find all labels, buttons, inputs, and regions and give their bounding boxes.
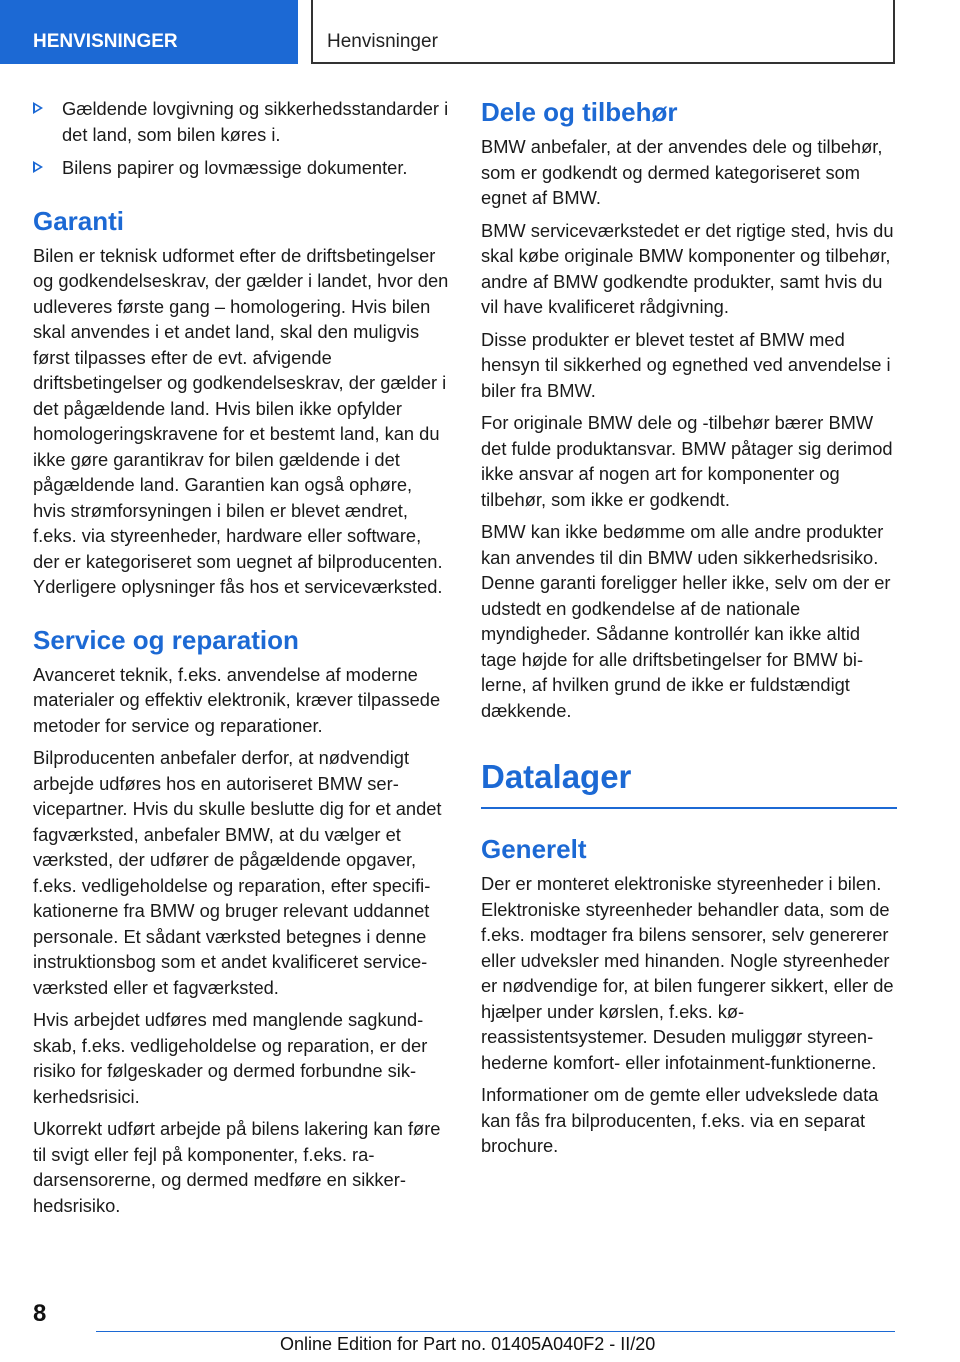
page-number: 8 xyxy=(33,1300,47,1327)
paragraph: Disse produkter er blevet testet af BMW med hensyn til sikkerhed og egnethed ved anvendelse i biler fra BMW. xyxy=(481,328,891,401)
paragraph: Avanceret teknik, f.eks. anvendelse af moderne materialer og effektiv elektronik, kræver tilpassede metoder for service og reparationer. xyxy=(33,663,441,736)
heading-service: Service og reparation xyxy=(33,624,299,655)
paragraph: Informationer om de gemte eller udvekslede data kan fås fra bilproducenten, f.eks. via en separat brochure. xyxy=(481,1084,879,1156)
paragraph: Bilproducenten anbefaler derfor, at nødvendigt arbejde udføres hos en autoriseret BMW servicepartner. Hvis du skulle beslutte dig for et andet fagværksted, anbefaler BMW, at du vælger et værksted, der udfører de pågældende opgaver, f.eks. vedligeholdelse og reparation, efter specifikationerne fra BMW og bruger relevant uddannet personale. Et sådant værksted betegnes i denne instruktionsbog som et andet kvalificeret serviceværksted eller et fagværksted. xyxy=(33,747,442,998)
left-column xyxy=(33,96,449,1225)
footer-edition: Online Edition for Part no. 01405A040F2 - II/20 xyxy=(280,1334,656,1354)
paragraph: BMW anbefaler, at der anvendes dele og tilbehør, som er godkendt og dermed kategoriseret som egnet af BMW. xyxy=(481,136,883,208)
triangle-bullet-icon xyxy=(33,161,43,173)
paragraph: For originale BMW dele og -tilbehør bærer BMW det fulde produktansvar. BMW påtager sig derimod ikke ansvar af nogen art for komponenter og tilbehør, som ikke er godkendt. xyxy=(481,412,893,510)
paragraph: Bilen er teknisk udformet efter de driftsbetingelser og godkendelseskrav, der gælder i landet, hvor den udleveres første gang – homologering. Hvis bilen skal anvendes i et andet land, skal den muligvis først tilpasses efter de evt. afvigende driftsbetingelser og godkendelseskrav, der gælder i det pågældende land. Hvis bilen ikke opfylder homologeringskravene for et bestemt land, kan du ikke gøre garantikrav for bilen gældende i det pågældende land. Garantien kan også ophøre, hvis strømforsyningen i bilen er blevet ændret, f.eks. via styreenheder, hardware eller software, der er kategoriseret som uegnet af bilproducenten. Yderligere oplysninger fås hos et serviceværksted. xyxy=(33,244,449,597)
section-title: Henvisninger xyxy=(311,0,895,64)
list-item xyxy=(33,96,449,147)
right-column xyxy=(481,96,897,1166)
footer-divider xyxy=(96,1331,895,1332)
paragraph: BMW kan ikke bedømme om alle andre produkter kan anvendes til din BMW uden sikkerhedsrisiko. Denne garanti foreligger heller ikke, selv om der er udstedt en godkendelse af de nationale myndigheder. Sådanne kontrollér kan ikke altid tage højde for alle driftsbetingelser for BMW bilerne, af hvilken grund de ikke er fuldstændigt dækkende. xyxy=(481,521,891,721)
bullet-text: Gældende lovgivning og sikkerhedsstandarder i det land, som bilen køres i. xyxy=(62,98,449,145)
paragraph: BMW serviceværkstedet er det rigtige sted, hvis du skal købe originale BMW komponenter og tilbehør, andre af BMW godkendte produkter, samt hvis du vil have kvalificeret rådgivning. xyxy=(481,219,894,317)
section-tab: HENVISNINGER xyxy=(0,0,298,64)
paragraph: Ukorrekt udført arbejde på bilens lakering kan føre til svigt eller fejl på komponenter, f.eks. radarsensorerne, og dermed medføre en sikkerhedsrisiko. xyxy=(33,1118,441,1216)
bullet-text: Bilens papirer og lovmæssige dokumenter. xyxy=(62,157,408,178)
paragraph: Hvis arbejdet udføres med manglende sagkundskab, f.eks. vedligeholdelse og reparation, er der risiko for følgeskader og dermed forbundne sikkerhedsrisici. xyxy=(33,1009,428,1107)
paragraph: Der er monteret elektroniske styreenheder i bilen. Elektroniske styreenheder behandler data, som de f.eks. modtager fra bilens sensorer, selv genererer eller udveksler med hinanden. Nogle styreenheder er nødvendige for, at bilen fungerer sikkert, eller de hjælper under kørslen, f.eks. køreassistentsystemer. Desuden muliggør styreenhederne komfort- eller infotainment-funktionerne. xyxy=(481,873,894,1073)
heading-garanti: Garanti xyxy=(33,205,125,236)
heading-dele: Dele og tilbehør xyxy=(481,97,678,127)
subheading-generelt: Generelt xyxy=(481,834,587,864)
list-item xyxy=(33,155,449,181)
heading-datalager: Datalager xyxy=(481,757,897,809)
bullet-list xyxy=(33,96,449,181)
triangle-bullet-icon xyxy=(33,102,43,114)
